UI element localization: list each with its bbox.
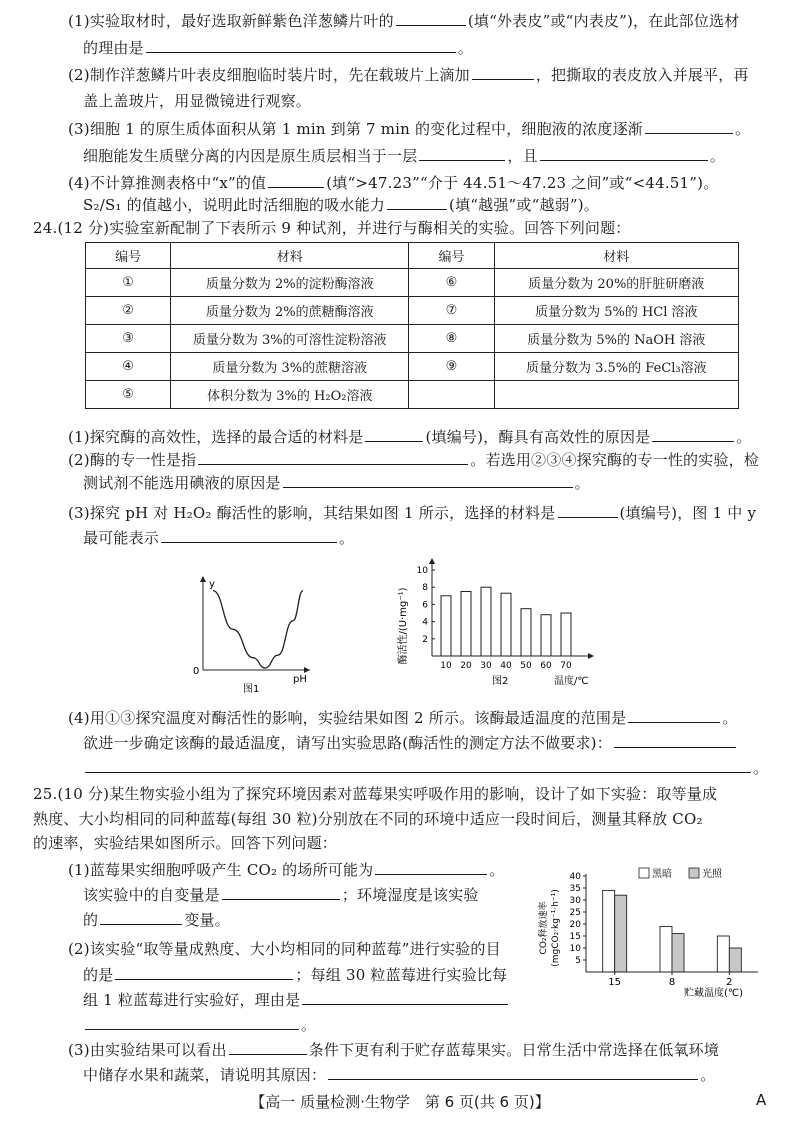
co2-xlabel: 贮藏温度(℃): [684, 988, 744, 999]
fig2-bar: [501, 593, 511, 656]
q24-part2-line1: (2)酶的专一性是指 。若选用②③④探究酶的专一性的实验，检: [68, 448, 759, 471]
fig1-origin: 0: [193, 666, 200, 677]
fig1-caption: 图1: [243, 684, 260, 695]
answer-blank[interactable]: [85, 756, 751, 773]
fig2-ytick-label: 6: [422, 600, 428, 611]
fig2-ytick-label: 4: [422, 617, 428, 628]
q23-part2-line1: (2)制作洋葱鳞片叶表皮细胞临时装片时，先在载玻片上滴加 ，把撕取的表皮放入并展平，再: [68, 63, 749, 86]
co2-ytick-label: 35: [569, 884, 581, 894]
fig2-xlabel: 温度/℃: [554, 676, 589, 687]
co2-xtick-label: 2: [726, 977, 733, 988]
fig2-xtick-label: 70: [560, 661, 572, 671]
fig2-xtick-label: 40: [500, 661, 512, 671]
table-cell: ⑤: [86, 381, 171, 409]
answer-blank[interactable]: [652, 425, 734, 442]
table-row: [86, 297, 739, 325]
header-cell: 材料: [494, 243, 738, 269]
table-row: [86, 381, 739, 409]
table-cell: 质量分数为 5%的 HCl 溶液: [494, 297, 738, 325]
fig2-caption: 图2: [492, 676, 509, 687]
fig2-xtick-label: 60: [540, 661, 552, 671]
q24-part2-line2: 测试剂不能选用碘液的原因是 。: [83, 471, 590, 494]
co2-ytick-label: 10: [569, 944, 581, 954]
answer-blank[interactable]: [419, 144, 505, 161]
fig2-xtick-label: 50: [520, 661, 532, 671]
answer-blank[interactable]: [85, 1013, 299, 1030]
answer-blank[interactable]: [628, 706, 720, 723]
fig1-xlabel: pH: [293, 674, 307, 685]
table-cell: [494, 381, 738, 409]
fig2-ytick-label: 8: [422, 583, 428, 594]
q25-part2-line2: 的是 ；每组 30 粒蓝莓进行实验比每: [83, 963, 507, 986]
table-row: [86, 353, 739, 381]
fig2-xtick-label: 30: [480, 661, 492, 671]
q23-part4-line1: (4)不计算推测表格中“x”的值 (填“>47.23”“介于 44.51～47.23 之间”或“<44.51”)。: [68, 171, 718, 194]
fig2-bar: [521, 609, 531, 656]
fig2-bar: [541, 615, 551, 656]
table-header-row: [86, 243, 739, 269]
table-cell: 质量分数为 5%的 NaOH 溶液: [494, 325, 738, 353]
header-cell: 编号: [86, 243, 171, 269]
answer-blank[interactable]: [375, 858, 487, 875]
q25-part2-line1: (2)该实验“取等量成熟度、大小均相同的同种蓝莓”进行实验的目: [68, 940, 501, 958]
fig1-ylabel: y: [209, 579, 215, 590]
table-cell: ③: [86, 325, 171, 353]
figure-1: [185, 570, 315, 699]
header-cell: 编号: [409, 243, 494, 269]
table-cell: ⑦: [409, 297, 494, 325]
fig2-bar: [441, 596, 451, 656]
answer-blank[interactable]: [115, 963, 293, 980]
answer-blank[interactable]: [283, 471, 573, 488]
fig2-bar: [481, 587, 491, 656]
co2-ytick-label: 5: [575, 956, 581, 966]
figure-2: [392, 556, 612, 696]
co2-ytick-label: 30: [569, 896, 581, 906]
q24-heading: 24.(12 分)实验室新配制了下表所示 9 种试剂，并进行与酶相关的实验。回答下列问题：: [33, 219, 631, 237]
table-cell: ⑧: [409, 325, 494, 353]
answer-blank[interactable]: [161, 526, 337, 543]
answer-blank[interactable]: [540, 144, 708, 161]
answer-blank[interactable]: [396, 9, 466, 26]
co2-bar: [729, 948, 741, 972]
q24-part3-line1: (3)探究 pH 对 H₂O₂ 酶活性的影响，其结果如图 1 所示，选择的材料是 (填编号)，图 1 中 y: [68, 501, 756, 524]
co2-bar: [603, 890, 615, 972]
paper-version-mark: A: [756, 1091, 767, 1109]
legend-dark-swatch: [639, 868, 649, 878]
q23-part1-line1: (1)实验取材时，最好选取新鲜紫色洋葱鳞片叶的 (填“外表皮”或“内表皮”)，在此部位选材: [68, 9, 739, 32]
answer-blank[interactable]: [222, 883, 340, 900]
fig2-xtick-label: 10: [440, 661, 452, 671]
table-cell: ④: [86, 353, 171, 381]
fig2-bar: [461, 592, 471, 657]
co2-xtick-label: 8: [668, 977, 676, 988]
table-cell: 质量分数为 3.5%的 FeCl₃溶液: [494, 353, 738, 381]
legend-light-swatch: [689, 868, 699, 878]
q25-part3-line2: 中储存水果和蔬菜，请说明其原因： 。: [83, 1063, 715, 1086]
answer-blank[interactable]: [302, 988, 508, 1005]
legend-dark-label: 黑暗: [652, 869, 672, 880]
answer-blank[interactable]: [198, 448, 468, 465]
table-cell: ①: [86, 269, 171, 297]
answer-blank[interactable]: [328, 1063, 698, 1080]
table-cell: 质量分数为 3%的蔗糖溶液: [171, 353, 409, 381]
co2-bar: [660, 926, 672, 972]
q24-part4-line2: 欲进一步确定该酶的最适温度，请写出实验思路(酶活性的测定方法不做要求)：: [83, 731, 738, 754]
fig2-bars: [441, 587, 571, 656]
q24-part4-line3: 。: [83, 756, 768, 779]
q25-part1-line3: 的 变量。: [83, 908, 230, 931]
q24-part3-line2: 最可能表示 。: [83, 526, 354, 549]
answer-blank[interactable]: [472, 63, 534, 80]
answer-blank[interactable]: [365, 425, 423, 442]
co2-bars: [603, 890, 742, 972]
answer-blank[interactable]: [268, 171, 324, 188]
fig2-ylabel: 酶活性/(U·mg⁻¹): [398, 587, 409, 665]
reagent-table: [85, 242, 739, 409]
answer-blank[interactable]: [614, 731, 736, 748]
co2-bar: [672, 934, 684, 972]
q23-part4-line2: S₂/S₁ 的值越小，说明此时活细胞的吸水能力 (填“越强”或“越弱”)。: [83, 193, 599, 216]
table-cell: [409, 381, 494, 409]
fig2-ytick-label: 2: [422, 634, 428, 645]
table-row: [86, 269, 739, 297]
q25-heading-line1: 25.(10 分)某生物实验小组为了探究环境因素对蓝莓果实呼吸作用的影响，设计了如下实验：取等量成: [33, 785, 718, 803]
q25-part3-line1: (3)由实验结果可以看出 条件下更有利于贮存蓝莓果实。日常生活中常选择在低氧环境: [68, 1038, 719, 1061]
table-row: [86, 325, 739, 353]
q25-part1-line1: (1)蓝莓果实细胞呼吸产生 CO₂ 的场所可能为 。: [68, 858, 505, 881]
answer-blank[interactable]: [387, 193, 447, 210]
co2-ytick-label: 40: [569, 872, 581, 882]
table-cell: 体积分数为 3%的 H₂O₂溶液: [171, 381, 409, 409]
page-footer: 【高一 质量检测·生物学 第 6 页(共 6 页)】: [250, 1093, 550, 1111]
fig1-curve: [213, 591, 303, 668]
q23-part3-line1: (3)细胞 1 的原生质体面积从第 1 min 到第 7 min 的变化过程中，细胞液的浓度逐渐 。: [68, 117, 750, 140]
table-cell: ⑥: [409, 269, 494, 297]
table-cell: 质量分数为 20%的肝脏研磨液: [494, 269, 738, 297]
answer-blank[interactable]: [146, 36, 456, 53]
co2-bar: [615, 895, 627, 972]
legend-light-label: 光照: [702, 869, 722, 880]
q25-part1-line2: 该实验中的自变量是 ；环境湿度是该实验: [83, 883, 479, 906]
q25-heading-line3: 的速率，实验结果如图所示。回答下列问题：: [33, 834, 338, 852]
q24-part4-line1: (4)用①③探究温度对酶活性的影响，实验结果如图 2 所示。该酶最适温度的范围是 。: [68, 706, 738, 729]
co2-rate-chart: [536, 860, 772, 1004]
q25-part2-line4: 。: [83, 1013, 316, 1036]
table-cell: ⑨: [409, 353, 494, 381]
q25-heading-line2: 熟度、大小均相同的同种蓝莓(每组 30 粒)分别放在不同的环境中适应一段时间后，测量其释放 CO₂: [33, 810, 703, 828]
co2-xtick-label: 15: [608, 977, 622, 988]
co2-ylabel-1: CO₂释放速率: [539, 901, 549, 955]
q23-part1-line2: 的理由是 。: [83, 36, 473, 59]
co2-ytick-label: 20: [569, 920, 581, 930]
answer-blank[interactable]: [229, 1038, 307, 1055]
table-cell: 质量分数为 2%的淀粉酶溶液: [171, 269, 409, 297]
q24-part1: (1)探究酶的高效性，选择的最合适的材料是 (填编号)，酶具有高效性的原因是 。: [68, 425, 752, 448]
co2-ylabel-2: (mgCO₂·kg⁻¹·h⁻¹): [551, 889, 561, 967]
q25-part2-line3: 组 1 粒蓝莓进行实验好，理由是: [83, 988, 510, 1011]
fig2-bar: [561, 613, 571, 656]
co2-ytick-label: 15: [569, 932, 581, 942]
header-cell: 材料: [171, 243, 409, 269]
answer-blank[interactable]: [100, 908, 182, 925]
co2-ytick-label: 25: [569, 908, 581, 918]
q23-part3-line2: 细胞能发生质壁分离的内因是原生质层相当于一层 ，且 。: [83, 144, 725, 167]
table-cell: 质量分数为 3%的可溶性淀粉溶液: [171, 325, 409, 353]
answer-blank[interactable]: [645, 117, 733, 134]
fig2-ytick-label: 10: [416, 566, 428, 576]
fig2-xtick-label: 20: [460, 661, 472, 671]
table-cell: ②: [86, 297, 171, 325]
q23-part2-line2: 盖上盖玻片，用显微镜进行观察。: [83, 92, 312, 110]
table-cell: 质量分数为 2%的蔗糖酶溶液: [171, 297, 409, 325]
co2-bar: [717, 936, 729, 972]
answer-blank[interactable]: [558, 501, 618, 518]
